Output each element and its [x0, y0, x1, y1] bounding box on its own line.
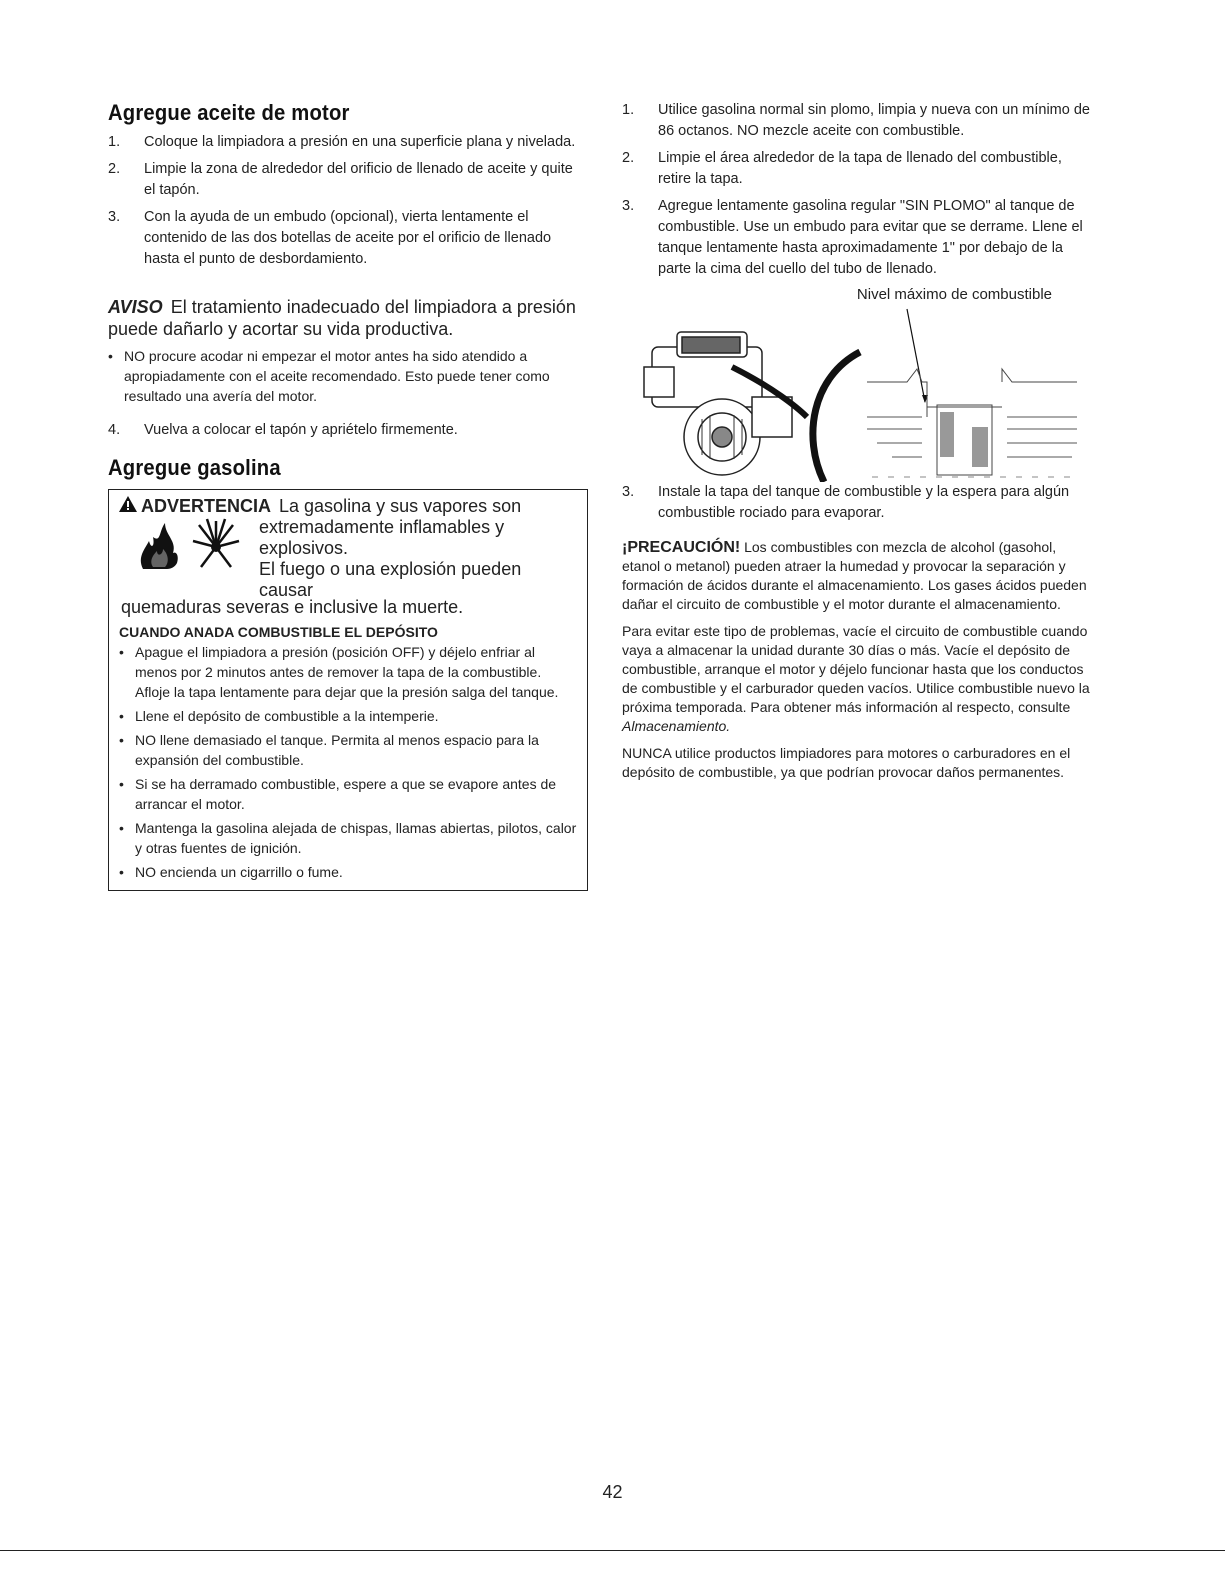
- storage-reference: Almacenamiento.: [622, 718, 731, 734]
- fire-icon: [137, 521, 181, 576]
- list-item: 3. Agregue lentamente gasolina regular "SIN PLOMO" al tanque de combustible. Use un embudo para evitar que se derrame. Llene el tanque lentamente hasta aproximadamente 1" por debajo de la parte la cima del cuello del tubo de llenado.: [622, 198, 1083, 277]
- warning-header: ADVERTENCIA La gasolina y sus vapores son: [119, 496, 579, 517]
- oil-steps: [108, 132, 588, 270]
- warning-box: ADVERTENCIA La gasolina y sus vapores son extremadamente inflamables y explosivos. El fuego o una explosión pueden causar quemaduras severas e inclusive la muerte. CUANDO ANADA COMBUSTIBLE EL DEPÓSITO • Apague el limpiadora a presión (posición OFF) y déjelo enfriar al menos por 2 minutos antes de remover la tapa de la combustible. Afloje la tapa lentamente para dejar que la presión salga del tanque. • Llene el depósito de combustible a la intemperie. • NO llene demasiado el tanque. Permita al menos espacio para la expansión del combustible. • Si se ha derramado combustible, espere a que se evapore antes de arrancar el motor. • Mantenga la gasolina alejada de chispas, llamas abiertas, pilotos, calor y otras fuentes de ignición. • NO encienda un cigarrillo o fume.: [108, 489, 588, 891]
- warning-subheading: CUANDO ANADA COMBUSTIBLE EL DEPÓSITO: [119, 624, 438, 640]
- fuel-step-3b: [622, 482, 1092, 524]
- aviso-text: El tratamiento inadecuado del limpiadora a presión puede dañarlo y acortar su vida productiva.: [108, 297, 576, 339]
- list-item: 1. Utilice gasolina normal sin plomo, limpia y nueva con un mínimo de 86 octanos. NO mezcle aceite con combustible.: [622, 102, 1090, 139]
- never-paragraph: NUNCA utilice productos limpiadores para motores o carburadores en el depósito de combustible, ya que podrían provocar daños permanentes.: [622, 745, 1071, 780]
- list-item: 4. Vuelva a colocar el tapón y apriételo firmemente.: [108, 422, 458, 438]
- list-item: 2. Limpie el área alrededor de la tapa de llenado del combustible, retire la tapa.: [622, 150, 1062, 187]
- storage-paragraph: Para evitar este tipo de problemas, vacíe el circuito de combustible cuando vaya a almacenar la unidad durante 30 días o más. Vacíe el depósito de combustible, arranque el motor y déjelo funcionar hasta que los conductos de combustible y el carburador queden vacíos. Utilice combustible nuevo la próxima temporada. Para obtener más información al respecto, consulte Almacenamiento.: [622, 623, 1090, 734]
- engine-fuel-illustration: [622, 307, 1092, 482]
- oil-heading: Agregue aceite de motor: [108, 100, 350, 125]
- page-number: 42: [602, 1482, 623, 1502]
- caution-paragraph: ¡PRECAUCIÓN! Los combustibles con mezcla de alcohol (gasohol, etanol o metanol) pueden atraer la humedad y provocar la separación y formación de ácidos durante el almacenamiento. Los gases ácidos pueden dañar el circuito de combustible y el motor durante el almacenamiento.: [622, 539, 1087, 612]
- list-item: 1. Coloque la limpiadora a presión en una superficie plana y nivelada.: [108, 134, 576, 150]
- warning-label: ADVERTENCIA: [141, 496, 272, 516]
- list-item: • Llene el depósito de combustible a la intemperie.: [119, 706, 579, 726]
- list-item: • Mantenga la gasolina alejada de chispas, llamas abiertas, pilotos, calor y otras fuentes de ignición.: [119, 818, 579, 858]
- list-item: • Si se ha derramado combustible, espere a que se evapore antes de arrancar el motor.: [119, 774, 579, 814]
- left-column: [108, 100, 588, 891]
- list-item: • NO encienda un cigarrillo o fume.: [119, 862, 579, 882]
- list-item: • Apague el limpiadora a presión (posición OFF) y déjelo enfriar al menos por 2 minutos antes de remover la tapa de la combustible. Afloje la tapa lentamente para dejar que la presión salga del tanque.: [119, 642, 579, 702]
- list-item: • NO procure acodar ni empezar el motor antes ha sido atendido a apropiadamente con el aceite recomendado. Esto puede tener como resultado una avería del motor.: [108, 346, 588, 406]
- caution-label: ¡PRECAUCIÓN!: [622, 539, 741, 556]
- list-item: 2. Limpie la zona de alrededor del orificio de llenado de aceite y quite el tapón.: [108, 161, 573, 198]
- figure-caption: Nivel máximo de combustible: [856, 286, 1052, 303]
- warning-bullets: [119, 642, 579, 882]
- aviso-notice: [108, 296, 588, 340]
- aviso-bullets: [108, 346, 588, 406]
- oil-step-4: [108, 420, 588, 441]
- aviso-label: AVISO: [108, 297, 163, 317]
- list-item: • NO llene demasiado el tanque. Permita al menos espacio para la expansión del combustible.: [119, 730, 579, 770]
- right-column: [622, 100, 1092, 790]
- fuel-steps: [622, 100, 1092, 280]
- footer-rule: [0, 1550, 1225, 1551]
- warning-triangle-icon: [119, 496, 137, 517]
- list-item: 3. Con la ayuda de un embudo (opcional), vierta lentamente el contenido de las dos botellas de aceite por el orificio de llenado hasta el punto de desbordamiento.: [108, 209, 552, 267]
- fuel-level-figure: [622, 307, 1092, 482]
- gasoline-heading: Agregue gasolina: [108, 455, 281, 480]
- list-item: 3. Instale la tapa del tanque de combustible y la espera para algún combustible rociado para evaporar.: [622, 484, 1070, 521]
- explosion-icon: [191, 517, 241, 578]
